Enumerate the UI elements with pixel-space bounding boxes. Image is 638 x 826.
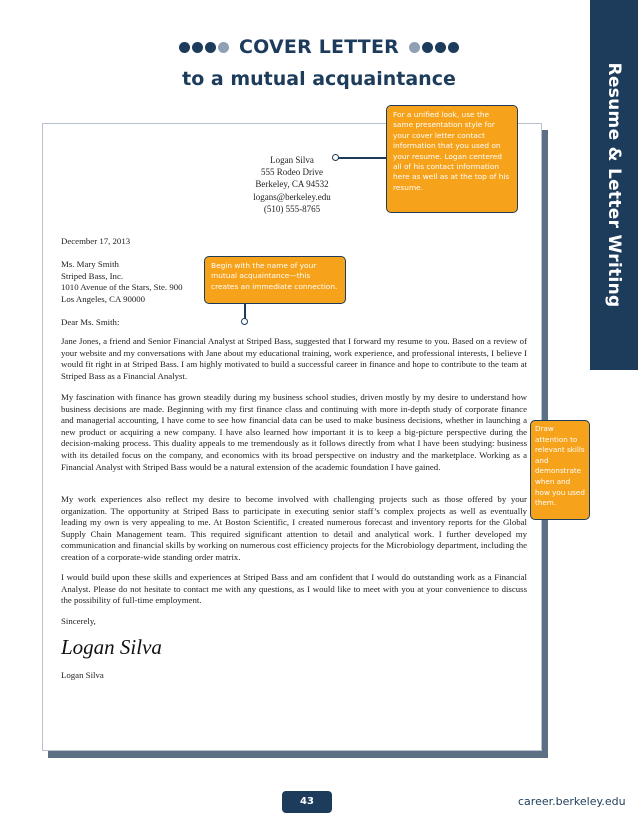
left-dot-ornament xyxy=(178,38,230,56)
page-title: COVER LETTER xyxy=(239,36,399,58)
recipient-name: Ms. Mary Smith xyxy=(61,259,119,269)
contact-street: 555 Rodeo Drive xyxy=(261,167,323,178)
recipient-city: Los Angeles, CA 90000 xyxy=(61,293,146,304)
paragraph-4: I would build upon these skills and experiences at Striped Bass and am confident that I would do outstanding work as a Financial Analyst. Please do not hesitate to contact me with any questions, as I would like to meet with you at your convenience to discuss the possibility of full-time employment. xyxy=(61,572,527,606)
page-header xyxy=(0,36,638,58)
contact-callout-node xyxy=(332,154,339,161)
contact-name: Logan Silva xyxy=(270,155,314,165)
paragraph-3: My work experiences also reflect my desire to become involved with challenging projects such as those offered by your organization. The opportunity at Striped Bass to participate in executing senior staff’s complex projects as well as eventually leading my own is very appealing to me. At Boston Scientific, I created numerous forecast and inventory reports for the Global Supply Chain Management team. This required significant attention to detail and analytical work. I further developed my communication and financial skills by working on numerous cost efficiency projects for the Microbiology department, including the creation of a corporate-wide standing order matrix. xyxy=(61,494,527,562)
side-banner-text: Resume & Letter Writing xyxy=(604,62,624,308)
typed-name: Logan Silva xyxy=(61,670,104,680)
mutual-callout-node xyxy=(241,318,248,325)
recipient-company: Striped Bass, Inc. xyxy=(61,270,124,281)
website-link[interactable]: career.berkeley.edu xyxy=(518,795,626,808)
page-subtitle: to a mutual acquaintance xyxy=(182,68,456,90)
paragraph-2: My fascination with finance has grown steadily during my business school studies, driven mostly by my desire to understand how business decisions are made. Beginning with my first finance class and continuing with more in-depth study of corporate finance and managerial accounting, I have come to see how financial data can be used to make business decisions, whether in launching a new product or acquiring a new company. I have also learned how important it is to keep a big-picture perspective during the decision-making process. This duality appeals to me tremendously as it follows directly from what I have been studying: business with its detailed focus on the company, and economics with its broad perspective on industry and the marketplace. Working as a Financial Analyst with Striped Bass would be a natural extension of the academic foundation I have gained. xyxy=(61,392,527,472)
callout-skills: Draw attention to relevant skills and demonstrate when and how you used them. xyxy=(530,420,590,520)
right-dot-ornament xyxy=(408,38,460,56)
contact-callout-connector xyxy=(338,157,386,159)
callout-contact-style: For a unified look, use the same presentation style for your cover letter contact information that you used on your resume. Logan centered all of his contact information here as well as at the top of his resume. xyxy=(386,105,518,213)
contact-phone: (510) 555-8765 xyxy=(263,203,321,214)
cover-letter xyxy=(42,123,542,751)
callout-mutual-acquaintance: Begin with the name of your mutual acquaintance—this creates an immediate connection. xyxy=(204,256,346,304)
letter-date: December 17, 2013 xyxy=(61,236,131,246)
salutation: Dear Ms. Smith: xyxy=(61,317,120,327)
contact-city: Berkeley, CA 94532 xyxy=(255,179,329,190)
contact-email: logans@berkeley.edu xyxy=(253,191,331,202)
closing: Sincerely, xyxy=(61,616,96,626)
recipient-street: 1010 Avenue of the Stars, Ste. 900 xyxy=(61,282,183,293)
page-number: 43 xyxy=(282,791,332,813)
signature: Logan Silva xyxy=(61,635,162,659)
paragraph-1: Jane Jones, a friend and Senior Financial Analyst at Striped Bass, suggested that I forward my resume to you. Based on a review of your website and my conversations with Jane about my educational training, work experience, and professional interests, I believe I would fit right in at Striped Bass. I am highly motivated to build a successful career in finance and hope to contribute to the team at Striped Bass as a Financial Analyst. xyxy=(61,336,527,381)
